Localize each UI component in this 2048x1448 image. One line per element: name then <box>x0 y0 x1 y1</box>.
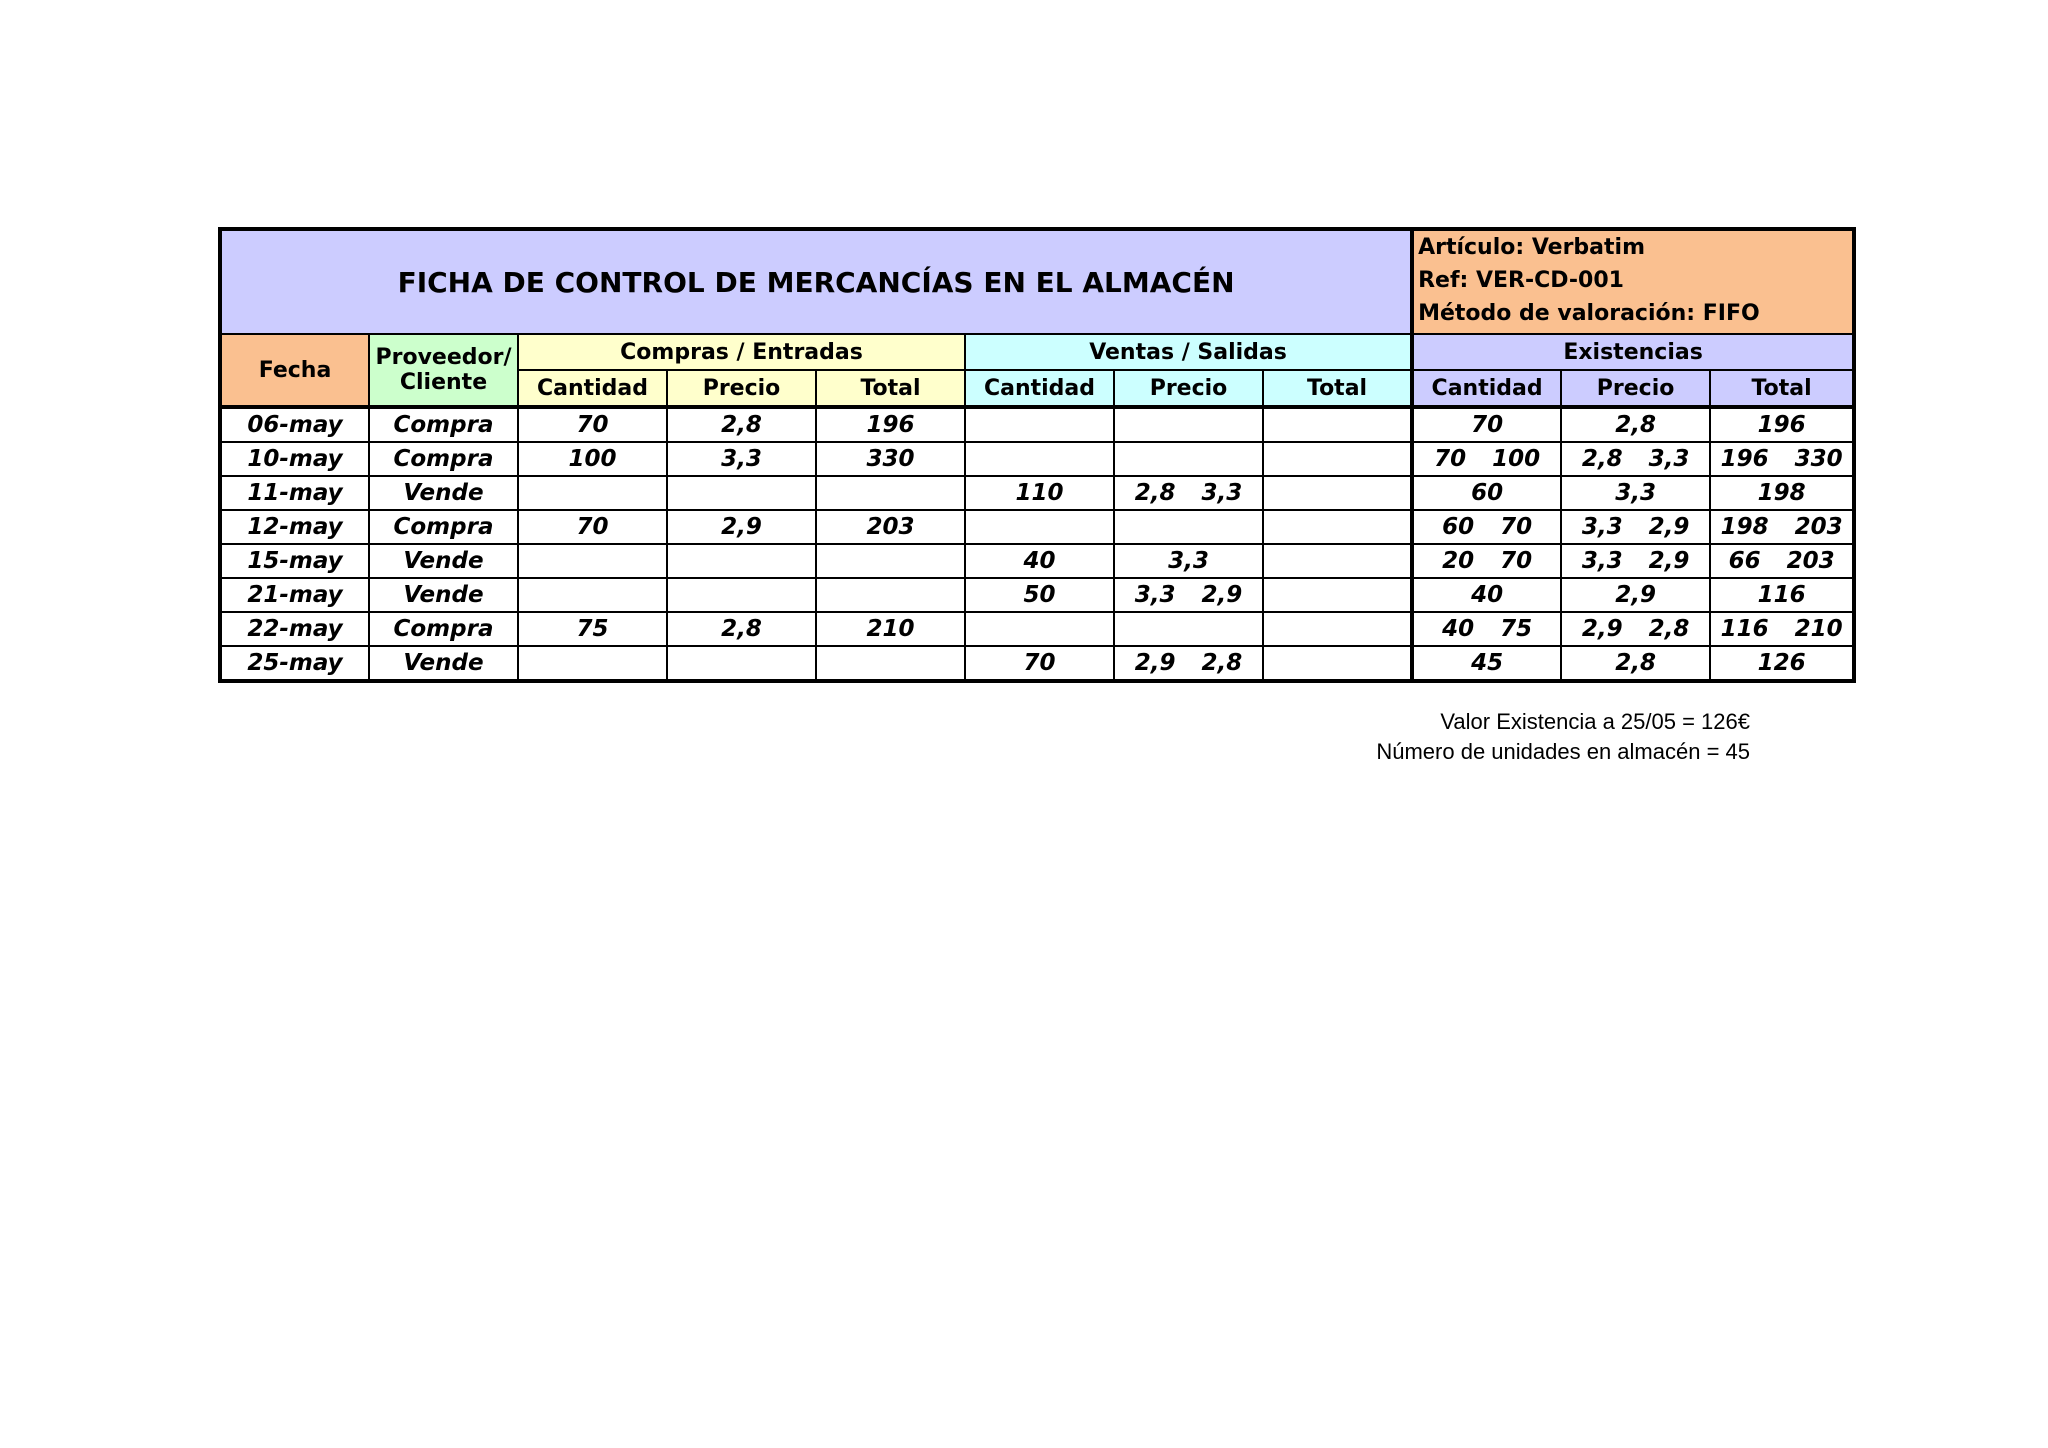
cell-compras-cantidad <box>518 646 667 681</box>
header-ventas-cantidad: Cantidad <box>965 370 1114 407</box>
cell-tipo: Compra <box>369 612 518 646</box>
cell-existencias-total-value: 330 <box>1794 446 1843 472</box>
cell-existencias-total-value: 210 <box>1794 616 1843 642</box>
cell-existencias-total <box>1710 544 1854 578</box>
header-fecha: Fecha <box>220 334 369 407</box>
cell-existencias-cantidad-value: 70 <box>1500 514 1533 540</box>
cell-ventas-precio <box>1114 510 1263 544</box>
header-compras-precio: Precio <box>667 370 816 407</box>
cell-existencias-precio <box>1561 612 1710 646</box>
cell-existencias-total-value: 203 <box>1794 514 1843 540</box>
cell-fecha: 15-may <box>220 544 369 578</box>
cell-existencias-total <box>1710 442 1854 476</box>
cell-existencias-cantidad-value: 20 <box>1442 548 1475 574</box>
cell-existencias-total <box>1710 407 1854 442</box>
header-existencias: Existencias <box>1412 334 1854 370</box>
cell-ventas-precio-value: 3,3 <box>1201 480 1243 506</box>
cell-existencias-cantidad <box>1412 578 1561 612</box>
cell-compras-cantidad <box>518 578 667 612</box>
cell-compras-cantidad <box>518 544 667 578</box>
cell-existencias-total-value: 126 <box>1757 650 1806 676</box>
table-row <box>220 407 1854 442</box>
header-compras: Compras / Entradas <box>518 334 965 370</box>
cell-existencias-precio-value: 3,3 <box>1615 480 1656 506</box>
cell-tipo: Compra <box>369 407 518 442</box>
cell-existencias-total-value: 196 <box>1757 412 1806 438</box>
cell-existencias-cantidad-value: 40 <box>1442 616 1475 642</box>
cell-ventas-total <box>1263 407 1412 442</box>
cell-ventas-precio-value: 2,9 <box>1134 650 1176 676</box>
header-ventas: Ventas / Salidas <box>965 334 1412 370</box>
cell-ventas-total <box>1263 578 1412 612</box>
cell-tipo: Compra <box>369 510 518 544</box>
cell-existencias-cantidad <box>1412 612 1561 646</box>
cell-fecha: 21-may <box>220 578 369 612</box>
cell-existencias-precio-value: 2,9 <box>1648 548 1690 574</box>
table-row <box>220 612 1854 646</box>
cell-ventas-total <box>1263 442 1412 476</box>
table-row <box>220 646 1854 681</box>
cell-compras-precio: 2,8 <box>667 612 816 646</box>
cell-ventas-precio <box>1114 544 1263 578</box>
cell-existencias-precio-value: 2,8 <box>1648 616 1690 642</box>
cell-ventas-total <box>1263 476 1412 510</box>
cell-fecha: 22-may <box>220 612 369 646</box>
table-row <box>220 544 1854 578</box>
article-name: Artículo: Verbatim <box>1418 235 1645 260</box>
header-existencias-cantidad: Cantidad <box>1412 370 1561 407</box>
cell-existencias-precio <box>1561 407 1710 442</box>
cell-compras-total <box>816 544 965 578</box>
cell-ventas-cantidad: 70 <box>965 646 1114 681</box>
cell-existencias-total <box>1710 510 1854 544</box>
cell-existencias-cantidad <box>1412 646 1561 681</box>
header-compras-total: Total <box>816 370 965 407</box>
cell-existencias-total <box>1710 476 1854 510</box>
cell-existencias-precio <box>1561 646 1710 681</box>
cell-existencias-total <box>1710 646 1854 681</box>
header-ventas-total: Total <box>1263 370 1412 407</box>
cell-fecha: 12-may <box>220 510 369 544</box>
cell-existencias-precio <box>1561 578 1710 612</box>
cell-existencias-precio-value: 2,9 <box>1581 616 1623 642</box>
cell-existencias-total <box>1710 578 1854 612</box>
cell-ventas-precio <box>1114 646 1263 681</box>
cell-existencias-total-value: 116 <box>1720 616 1769 642</box>
cell-compras-total: 210 <box>816 612 965 646</box>
header-proveedor-line2: Cliente <box>399 370 488 395</box>
cell-ventas-precio <box>1114 407 1263 442</box>
summary-footer <box>1250 707 1750 767</box>
cell-tipo: Vende <box>369 646 518 681</box>
cell-existencias-precio <box>1561 442 1710 476</box>
cell-compras-total: 330 <box>816 442 965 476</box>
cell-existencias-precio-value: 2,9 <box>1615 582 1656 608</box>
cell-fecha: 11-may <box>220 476 369 510</box>
cell-ventas-precio <box>1114 578 1263 612</box>
cell-existencias-cantidad <box>1412 442 1561 476</box>
cell-existencias-cantidad-value: 60 <box>1471 480 1504 506</box>
cell-existencias-precio <box>1561 476 1710 510</box>
cell-compras-cantidad: 70 <box>518 510 667 544</box>
cell-compras-total: 203 <box>816 510 965 544</box>
cell-ventas-cantidad: 110 <box>965 476 1114 510</box>
cell-compras-total <box>816 646 965 681</box>
cell-ventas-total <box>1263 646 1412 681</box>
cell-compras-cantidad: 100 <box>518 442 667 476</box>
cell-tipo: Vende <box>369 544 518 578</box>
article-info <box>1412 229 1854 334</box>
cell-existencias-cantidad-value: 70 <box>1500 548 1533 574</box>
header-proveedor-line1: Proveedor/ <box>375 345 512 370</box>
cell-compras-total <box>816 578 965 612</box>
cell-compras-precio <box>667 578 816 612</box>
stock-units-summary: Número de unidades en almacén = 45 <box>1376 739 1750 764</box>
cell-fecha: 25-may <box>220 646 369 681</box>
cell-ventas-precio-value: 3,3 <box>1134 582 1176 608</box>
cell-existencias-cantidad <box>1412 510 1561 544</box>
cell-existencias-precio-value: 2,9 <box>1648 514 1690 540</box>
cell-compras-cantidad <box>518 476 667 510</box>
table-row <box>220 476 1854 510</box>
cell-compras-precio <box>667 544 816 578</box>
header-proveedor <box>369 334 518 407</box>
cell-compras-total <box>816 476 965 510</box>
stock-control-table <box>218 227 1856 683</box>
cell-existencias-precio-value: 2,8 <box>1615 650 1656 676</box>
cell-compras-precio: 2,9 <box>667 510 816 544</box>
valuation-method: Método de valoración: FIFO <box>1418 301 1760 326</box>
cell-existencias-cantidad <box>1412 476 1561 510</box>
cell-existencias-precio <box>1561 510 1710 544</box>
cell-ventas-total <box>1263 612 1412 646</box>
table-row <box>220 578 1854 612</box>
cell-compras-cantidad: 70 <box>518 407 667 442</box>
cell-ventas-precio <box>1114 442 1263 476</box>
cell-existencias-total-value: 66 <box>1728 548 1761 574</box>
cell-ventas-precio-value: 2,8 <box>1201 650 1243 676</box>
header-existencias-total: Total <box>1710 370 1854 407</box>
cell-ventas-total <box>1263 544 1412 578</box>
cell-existencias-cantidad-value: 100 <box>1492 446 1541 472</box>
cell-existencias-cantidad-value: 70 <box>1471 412 1504 438</box>
cell-existencias-cantidad-value: 45 <box>1471 650 1504 676</box>
cell-existencias-precio-value: 3,3 <box>1648 446 1690 472</box>
cell-ventas-cantidad <box>965 612 1114 646</box>
cell-existencias-cantidad-value: 70 <box>1434 446 1467 472</box>
cell-compras-precio <box>667 646 816 681</box>
cell-ventas-cantidad <box>965 442 1114 476</box>
header-ventas-precio: Precio <box>1114 370 1263 407</box>
cell-ventas-cantidad: 40 <box>965 544 1114 578</box>
cell-existencias-cantidad-value: 40 <box>1471 582 1504 608</box>
cell-existencias-total-value: 116 <box>1757 582 1806 608</box>
cell-existencias-precio-value: 3,3 <box>1581 514 1623 540</box>
cell-existencias-total-value: 203 <box>1786 548 1835 574</box>
cell-ventas-precio-value: 3,3 <box>1168 548 1209 574</box>
cell-compras-precio <box>667 476 816 510</box>
cell-fecha: 10-may <box>220 442 369 476</box>
cell-tipo: Compra <box>369 442 518 476</box>
stock-value-summary: Valor Existencia a 25/05 = 126€ <box>1440 709 1750 734</box>
cell-ventas-precio <box>1114 612 1263 646</box>
cell-existencias-precio-value: 2,8 <box>1581 446 1623 472</box>
cell-existencias-precio-value: 2,8 <box>1615 412 1656 438</box>
sheet-title: FICHA DE CONTROL DE MERCANCÍAS EN EL ALMACÉN <box>220 229 1412 334</box>
cell-fecha: 06-may <box>220 407 369 442</box>
cell-existencias-cantidad <box>1412 407 1561 442</box>
article-ref: Ref: VER-CD-001 <box>1418 268 1624 293</box>
cell-ventas-total <box>1263 510 1412 544</box>
cell-tipo: Vende <box>369 476 518 510</box>
cell-existencias-total <box>1710 612 1854 646</box>
cell-ventas-precio-value: 2,8 <box>1134 480 1176 506</box>
cell-existencias-cantidad <box>1412 544 1561 578</box>
header-existencias-precio: Precio <box>1561 370 1710 407</box>
cell-existencias-total-value: 198 <box>1720 514 1769 540</box>
cell-existencias-total-value: 198 <box>1757 480 1806 506</box>
cell-compras-precio: 3,3 <box>667 442 816 476</box>
cell-compras-precio: 2,8 <box>667 407 816 442</box>
cell-ventas-cantidad <box>965 407 1114 442</box>
table-row <box>220 510 1854 544</box>
header-compras-cantidad: Cantidad <box>518 370 667 407</box>
cell-ventas-cantidad: 50 <box>965 578 1114 612</box>
cell-ventas-precio-value: 2,9 <box>1201 582 1243 608</box>
cell-ventas-cantidad <box>965 510 1114 544</box>
cell-ventas-precio <box>1114 476 1263 510</box>
cell-compras-cantidad: 75 <box>518 612 667 646</box>
cell-existencias-cantidad-value: 60 <box>1442 514 1475 540</box>
table-row <box>220 442 1854 476</box>
cell-tipo: Vende <box>369 578 518 612</box>
cell-existencias-total-value: 196 <box>1720 446 1769 472</box>
cell-existencias-precio-value: 3,3 <box>1581 548 1623 574</box>
cell-compras-total: 196 <box>816 407 965 442</box>
cell-existencias-precio <box>1561 544 1710 578</box>
cell-existencias-cantidad-value: 75 <box>1500 616 1533 642</box>
